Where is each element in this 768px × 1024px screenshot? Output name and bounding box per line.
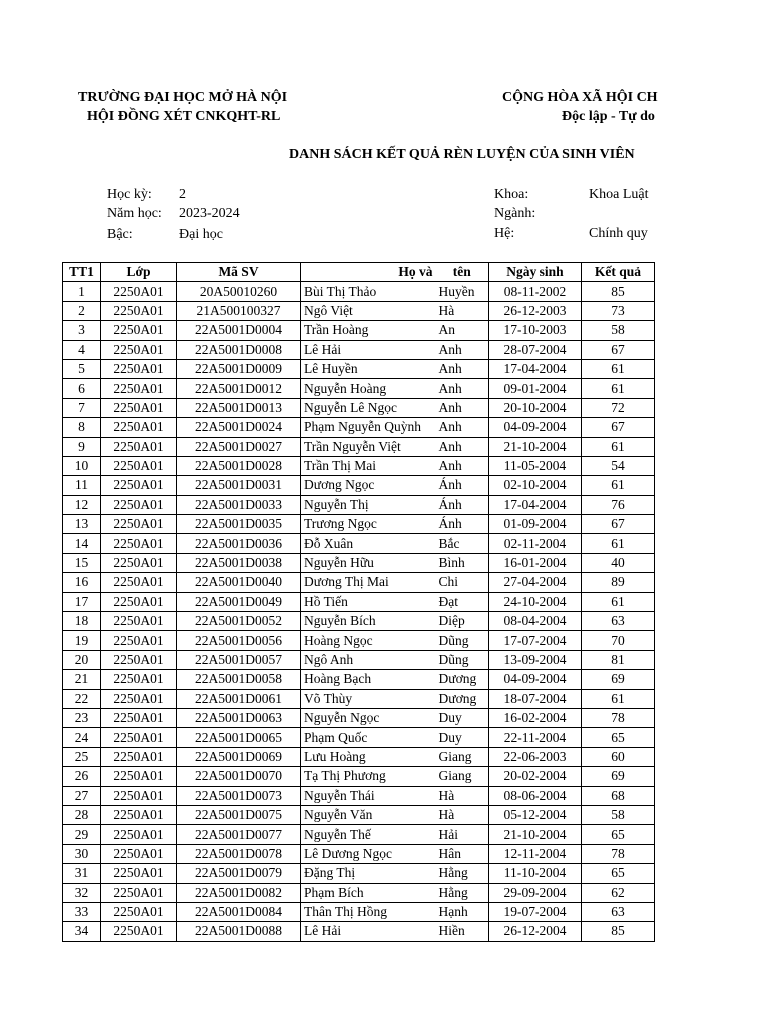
cell-result: 58	[582, 321, 655, 340]
cell-class: 2250A01	[101, 747, 177, 766]
cell-tt: 2	[63, 301, 101, 320]
table-header-row	[63, 263, 655, 282]
col-header-name: tên	[436, 263, 489, 282]
table-row	[63, 573, 655, 592]
cell-surname: Dương Ngọc	[301, 476, 436, 495]
cell-result: 67	[582, 340, 655, 359]
cell-class: 2250A01	[101, 379, 177, 398]
cell-student-id: 22A5001D0012	[177, 379, 301, 398]
cell-tt: 5	[63, 359, 101, 378]
cell-result: 63	[582, 612, 655, 631]
cell-tt: 30	[63, 844, 101, 863]
table-row	[63, 398, 655, 417]
cell-dob: 04-09-2004	[489, 670, 582, 689]
cell-tt: 8	[63, 418, 101, 437]
cell-result: 61	[582, 437, 655, 456]
cell-tt: 19	[63, 631, 101, 650]
major-label: Ngành:	[494, 206, 536, 221]
cell-surname: Nguyễn Lê Ngọc	[301, 398, 436, 417]
cell-student-id: 22A5001D0033	[177, 495, 301, 514]
cell-tt: 13	[63, 515, 101, 534]
cell-result: 61	[582, 359, 655, 378]
cell-tt: 4	[63, 340, 101, 359]
cell-tt: 10	[63, 456, 101, 475]
cell-class: 2250A01	[101, 437, 177, 456]
cell-dob: 08-04-2004	[489, 612, 582, 631]
cell-class: 2250A01	[101, 825, 177, 844]
cell-name: Hiền	[436, 922, 489, 941]
cell-tt: 20	[63, 650, 101, 669]
cell-result: 89	[582, 573, 655, 592]
cell-class: 2250A01	[101, 418, 177, 437]
cell-student-id: 22A5001D0073	[177, 786, 301, 805]
cell-dob: 22-11-2004	[489, 728, 582, 747]
table-row	[63, 437, 655, 456]
cell-result: 76	[582, 495, 655, 514]
cell-name: Bình	[436, 553, 489, 572]
cell-result: 67	[582, 515, 655, 534]
cell-dob: 18-07-2004	[489, 689, 582, 708]
cell-dob: 17-04-2004	[489, 495, 582, 514]
table-row	[63, 553, 655, 572]
col-header-result: Kết quả	[582, 263, 655, 282]
cell-surname: Trần Hoàng	[301, 321, 436, 340]
table-row	[63, 728, 655, 747]
cell-dob: 21-10-2004	[489, 437, 582, 456]
document-title: DANH SÁCH KẾT QUẢ RÈN LUYỆN CỦA SINH VIÊN	[289, 147, 635, 162]
cell-dob: 09-01-2004	[489, 379, 582, 398]
cell-result: 61	[582, 534, 655, 553]
cell-surname: Trương Ngọc	[301, 515, 436, 534]
cell-class: 2250A01	[101, 301, 177, 320]
cell-tt: 28	[63, 805, 101, 824]
cell-student-id: 22A5001D0061	[177, 689, 301, 708]
cell-surname: Nguyễn Thế	[301, 825, 436, 844]
cell-name: Đạt	[436, 592, 489, 611]
table-row	[63, 864, 655, 883]
cell-result: 63	[582, 902, 655, 921]
cell-surname: Đỗ Xuân	[301, 534, 436, 553]
cell-surname: Đặng Thị	[301, 864, 436, 883]
cell-name: Ánh	[436, 495, 489, 514]
cell-surname: Nguyễn Thị	[301, 495, 436, 514]
cell-tt: 21	[63, 670, 101, 689]
cell-name: Huyền	[436, 282, 489, 301]
cell-result: 73	[582, 301, 655, 320]
cell-surname: Phạm Quốc	[301, 728, 436, 747]
cell-surname: Nguyễn Ngọc	[301, 708, 436, 727]
cell-dob: 17-10-2003	[489, 321, 582, 340]
cell-result: 61	[582, 689, 655, 708]
cell-surname: Thân Thị Hồng	[301, 902, 436, 921]
cell-class: 2250A01	[101, 573, 177, 592]
cell-tt: 7	[63, 398, 101, 417]
cell-surname: Lê Hải	[301, 922, 436, 941]
council-name: HỘI ĐỒNG XÉT CNKQHT-RL	[87, 109, 281, 124]
table-row	[63, 515, 655, 534]
cell-result: 69	[582, 670, 655, 689]
cell-tt: 26	[63, 767, 101, 786]
table-row	[63, 476, 655, 495]
cell-tt: 18	[63, 612, 101, 631]
table-row	[63, 321, 655, 340]
cell-class: 2250A01	[101, 631, 177, 650]
table-row	[63, 612, 655, 631]
cell-class: 2250A01	[101, 340, 177, 359]
cell-dob: 02-10-2004	[489, 476, 582, 495]
col-header-surname: Họ và	[301, 263, 436, 282]
cell-dob: 17-04-2004	[489, 359, 582, 378]
cell-class: 2250A01	[101, 670, 177, 689]
cell-name: Giang	[436, 747, 489, 766]
cell-tt: 33	[63, 902, 101, 921]
table-row	[63, 767, 655, 786]
cell-name: Hằng	[436, 883, 489, 902]
table-row	[63, 379, 655, 398]
cell-dob: 22-06-2003	[489, 747, 582, 766]
cell-name: Chi	[436, 573, 489, 592]
cell-dob: 16-02-2004	[489, 708, 582, 727]
cell-name: An	[436, 321, 489, 340]
cell-student-id: 22A5001D0035	[177, 515, 301, 534]
cell-dob: 28-07-2004	[489, 340, 582, 359]
cell-student-id: 22A5001D0056	[177, 631, 301, 650]
cell-class: 2250A01	[101, 728, 177, 747]
cell-name: Hải	[436, 825, 489, 844]
table-row	[63, 282, 655, 301]
cell-surname: Lê Huyền	[301, 359, 436, 378]
cell-surname: Dương Thị Mai	[301, 573, 436, 592]
cell-dob: 26-12-2004	[489, 922, 582, 941]
table-row	[63, 592, 655, 611]
table-row	[63, 456, 655, 475]
cell-dob: 08-11-2002	[489, 282, 582, 301]
cell-result: 61	[582, 592, 655, 611]
cell-tt: 32	[63, 883, 101, 902]
cell-surname: Ngô Anh	[301, 650, 436, 669]
cell-student-id: 22A5001D0079	[177, 864, 301, 883]
cell-tt: 1	[63, 282, 101, 301]
cell-name: Duy	[436, 728, 489, 747]
col-header-student-id: Mã SV	[177, 263, 301, 282]
cell-tt: 25	[63, 747, 101, 766]
cell-tt: 29	[63, 825, 101, 844]
cell-tt: 12	[63, 495, 101, 514]
cell-result: 65	[582, 825, 655, 844]
cell-class: 2250A01	[101, 902, 177, 921]
system-value: Chính quy	[589, 226, 648, 241]
cell-result: 61	[582, 476, 655, 495]
cell-name: Dũng	[436, 631, 489, 650]
level-value: Đại học	[179, 227, 223, 242]
cell-tt: 31	[63, 864, 101, 883]
cell-result: 85	[582, 282, 655, 301]
cell-class: 2250A01	[101, 689, 177, 708]
republic-name: CỘNG HÒA XÃ HỘI CH	[502, 90, 658, 105]
cell-student-id: 22A5001D0004	[177, 321, 301, 340]
cell-dob: 01-09-2004	[489, 515, 582, 534]
cell-result: 78	[582, 844, 655, 863]
table-row	[63, 922, 655, 941]
cell-class: 2250A01	[101, 786, 177, 805]
cell-dob: 05-12-2004	[489, 805, 582, 824]
cell-student-id: 22A5001D0027	[177, 437, 301, 456]
cell-student-id: 22A5001D0009	[177, 359, 301, 378]
cell-tt: 15	[63, 553, 101, 572]
cell-name: Anh	[436, 456, 489, 475]
cell-result: 68	[582, 786, 655, 805]
table-row	[63, 844, 655, 863]
cell-class: 2250A01	[101, 476, 177, 495]
cell-surname: Bùi Thị Thảo	[301, 282, 436, 301]
cell-surname: Nguyễn Bích	[301, 612, 436, 631]
semester-value: 2	[179, 187, 186, 202]
table-row	[63, 902, 655, 921]
cell-dob: 29-09-2004	[489, 883, 582, 902]
cell-dob: 24-10-2004	[489, 592, 582, 611]
cell-result: 60	[582, 747, 655, 766]
table-row	[63, 747, 655, 766]
cell-name: Anh	[436, 340, 489, 359]
cell-name: Hà	[436, 805, 489, 824]
system-label: Hệ:	[494, 226, 515, 241]
col-header-dob: Ngày sinh	[489, 263, 582, 282]
cell-dob: 04-09-2004	[489, 418, 582, 437]
cell-surname: Trần Thị Mai	[301, 456, 436, 475]
cell-class: 2250A01	[101, 650, 177, 669]
col-header-class: Lớp	[101, 263, 177, 282]
cell-surname: Nguyễn Văn	[301, 805, 436, 824]
cell-surname: Nguyễn Hữu	[301, 553, 436, 572]
table-row	[63, 708, 655, 727]
cell-class: 2250A01	[101, 592, 177, 611]
cell-result: 67	[582, 418, 655, 437]
cell-result: 65	[582, 728, 655, 747]
cell-result: 65	[582, 864, 655, 883]
cell-tt: 24	[63, 728, 101, 747]
cell-class: 2250A01	[101, 767, 177, 786]
faculty-label: Khoa:	[494, 187, 529, 202]
cell-class: 2250A01	[101, 553, 177, 572]
cell-dob: 16-01-2004	[489, 553, 582, 572]
cell-student-id: 22A5001D0075	[177, 805, 301, 824]
cell-class: 2250A01	[101, 708, 177, 727]
table-row	[63, 883, 655, 902]
table-row	[63, 359, 655, 378]
cell-name: Hà	[436, 301, 489, 320]
results-table	[62, 262, 655, 942]
cell-student-id: 22A5001D0065	[177, 728, 301, 747]
cell-dob: 08-06-2004	[489, 786, 582, 805]
table-row	[63, 805, 655, 824]
table-row	[63, 650, 655, 669]
table-row	[63, 534, 655, 553]
cell-student-id: 22A5001D0040	[177, 573, 301, 592]
table-row	[63, 786, 655, 805]
table-row	[63, 825, 655, 844]
cell-class: 2250A01	[101, 282, 177, 301]
cell-name: Anh	[436, 359, 489, 378]
cell-dob: 12-11-2004	[489, 844, 582, 863]
cell-dob: 21-10-2004	[489, 825, 582, 844]
cell-surname: Lưu Hoàng	[301, 747, 436, 766]
cell-result: 85	[582, 922, 655, 941]
cell-dob: 27-04-2004	[489, 573, 582, 592]
faculty-value: Khoa Luật	[589, 187, 649, 202]
cell-tt: 17	[63, 592, 101, 611]
cell-surname: Hồ Tiến	[301, 592, 436, 611]
cell-student-id: 22A5001D0049	[177, 592, 301, 611]
cell-student-id: 22A5001D0008	[177, 340, 301, 359]
cell-surname: Hoàng Bạch	[301, 670, 436, 689]
level-label: Bậc:	[107, 227, 133, 242]
cell-tt: 34	[63, 922, 101, 941]
cell-dob: 20-02-2004	[489, 767, 582, 786]
cell-dob: 02-11-2004	[489, 534, 582, 553]
cell-name: Anh	[436, 418, 489, 437]
cell-class: 2250A01	[101, 495, 177, 514]
cell-class: 2250A01	[101, 359, 177, 378]
cell-name: Hân	[436, 844, 489, 863]
cell-student-id: 22A5001D0078	[177, 844, 301, 863]
cell-surname: Nguyễn Thái	[301, 786, 436, 805]
cell-student-id: 22A5001D0063	[177, 708, 301, 727]
cell-student-id: 22A5001D0057	[177, 650, 301, 669]
cell-student-id: 22A5001D0036	[177, 534, 301, 553]
cell-class: 2250A01	[101, 398, 177, 417]
cell-tt: 23	[63, 708, 101, 727]
cell-surname: Lê Dương Ngọc	[301, 844, 436, 863]
cell-student-id: 20A50010260	[177, 282, 301, 301]
cell-tt: 14	[63, 534, 101, 553]
cell-result: 72	[582, 398, 655, 417]
cell-result: 69	[582, 767, 655, 786]
cell-class: 2250A01	[101, 456, 177, 475]
cell-tt: 3	[63, 321, 101, 340]
cell-name: Dương	[436, 689, 489, 708]
cell-dob: 13-09-2004	[489, 650, 582, 669]
cell-tt: 16	[63, 573, 101, 592]
cell-student-id: 22A5001D0013	[177, 398, 301, 417]
cell-dob: 17-07-2004	[489, 631, 582, 650]
cell-student-id: 22A5001D0070	[177, 767, 301, 786]
cell-name: Ánh	[436, 476, 489, 495]
cell-dob: 19-07-2004	[489, 902, 582, 921]
cell-name: Dương	[436, 670, 489, 689]
cell-dob: 20-10-2004	[489, 398, 582, 417]
cell-class: 2250A01	[101, 515, 177, 534]
cell-class: 2250A01	[101, 534, 177, 553]
cell-surname: Hoàng Ngọc	[301, 631, 436, 650]
cell-name: Ánh	[436, 515, 489, 534]
cell-tt: 22	[63, 689, 101, 708]
year-value: 2023-2024	[179, 206, 240, 221]
cell-student-id: 22A5001D0052	[177, 612, 301, 631]
cell-surname: Tạ Thị Phương	[301, 767, 436, 786]
cell-student-id: 22A5001D0031	[177, 476, 301, 495]
cell-student-id: 22A5001D0088	[177, 922, 301, 941]
cell-result: 70	[582, 631, 655, 650]
cell-class: 2250A01	[101, 321, 177, 340]
cell-student-id: 22A5001D0077	[177, 825, 301, 844]
cell-name: Anh	[436, 398, 489, 417]
cell-result: 54	[582, 456, 655, 475]
cell-name: Giang	[436, 767, 489, 786]
table-row	[63, 631, 655, 650]
cell-student-id: 22A5001D0028	[177, 456, 301, 475]
cell-dob: 11-05-2004	[489, 456, 582, 475]
cell-surname: Ngô Việt	[301, 301, 436, 320]
cell-name: Anh	[436, 437, 489, 456]
cell-dob: 11-10-2004	[489, 864, 582, 883]
semester-label: Học kỳ:	[107, 187, 152, 202]
cell-name: Hà	[436, 786, 489, 805]
table-row	[63, 340, 655, 359]
cell-class: 2250A01	[101, 883, 177, 902]
cell-name: Anh	[436, 379, 489, 398]
cell-surname: Võ Thùy	[301, 689, 436, 708]
table-row	[63, 418, 655, 437]
cell-student-id: 22A5001D0038	[177, 553, 301, 572]
cell-result: 62	[582, 883, 655, 902]
cell-result: 61	[582, 379, 655, 398]
cell-surname: Lê Hải	[301, 340, 436, 359]
cell-class: 2250A01	[101, 864, 177, 883]
cell-name: Bắc	[436, 534, 489, 553]
cell-name: Hằng	[436, 864, 489, 883]
table-row	[63, 301, 655, 320]
cell-surname: Trần Nguyễn Việt	[301, 437, 436, 456]
cell-name: Duy	[436, 708, 489, 727]
cell-tt: 9	[63, 437, 101, 456]
motto: Độc lập - Tự do	[562, 109, 655, 124]
cell-tt: 11	[63, 476, 101, 495]
cell-student-id: 22A5001D0058	[177, 670, 301, 689]
cell-student-id: 22A5001D0069	[177, 747, 301, 766]
col-header-tt: TT1	[63, 263, 101, 282]
cell-class: 2250A01	[101, 922, 177, 941]
cell-result: 78	[582, 708, 655, 727]
table-row	[63, 670, 655, 689]
cell-tt: 6	[63, 379, 101, 398]
year-label: Năm học:	[107, 206, 162, 221]
cell-tt: 27	[63, 786, 101, 805]
cell-surname: Phạm Bích	[301, 883, 436, 902]
cell-name: Dũng	[436, 650, 489, 669]
cell-name: Hạnh	[436, 902, 489, 921]
cell-class: 2250A01	[101, 612, 177, 631]
cell-student-id: 22A5001D0082	[177, 883, 301, 902]
cell-student-id: 21A500100327	[177, 301, 301, 320]
table-body	[63, 282, 655, 941]
table-row	[63, 689, 655, 708]
cell-dob: 26-12-2003	[489, 301, 582, 320]
cell-class: 2250A01	[101, 844, 177, 863]
cell-surname: Phạm Nguyễn Quỳnh	[301, 418, 436, 437]
cell-result: 40	[582, 553, 655, 572]
cell-student-id: 22A5001D0084	[177, 902, 301, 921]
table-row	[63, 495, 655, 514]
cell-student-id: 22A5001D0024	[177, 418, 301, 437]
cell-surname: Nguyễn Hoàng	[301, 379, 436, 398]
cell-class: 2250A01	[101, 805, 177, 824]
cell-result: 58	[582, 805, 655, 824]
cell-result: 81	[582, 650, 655, 669]
school-name: TRƯỜNG ĐẠI HỌC MỞ HÀ NỘI	[78, 90, 288, 105]
cell-name: Diệp	[436, 612, 489, 631]
